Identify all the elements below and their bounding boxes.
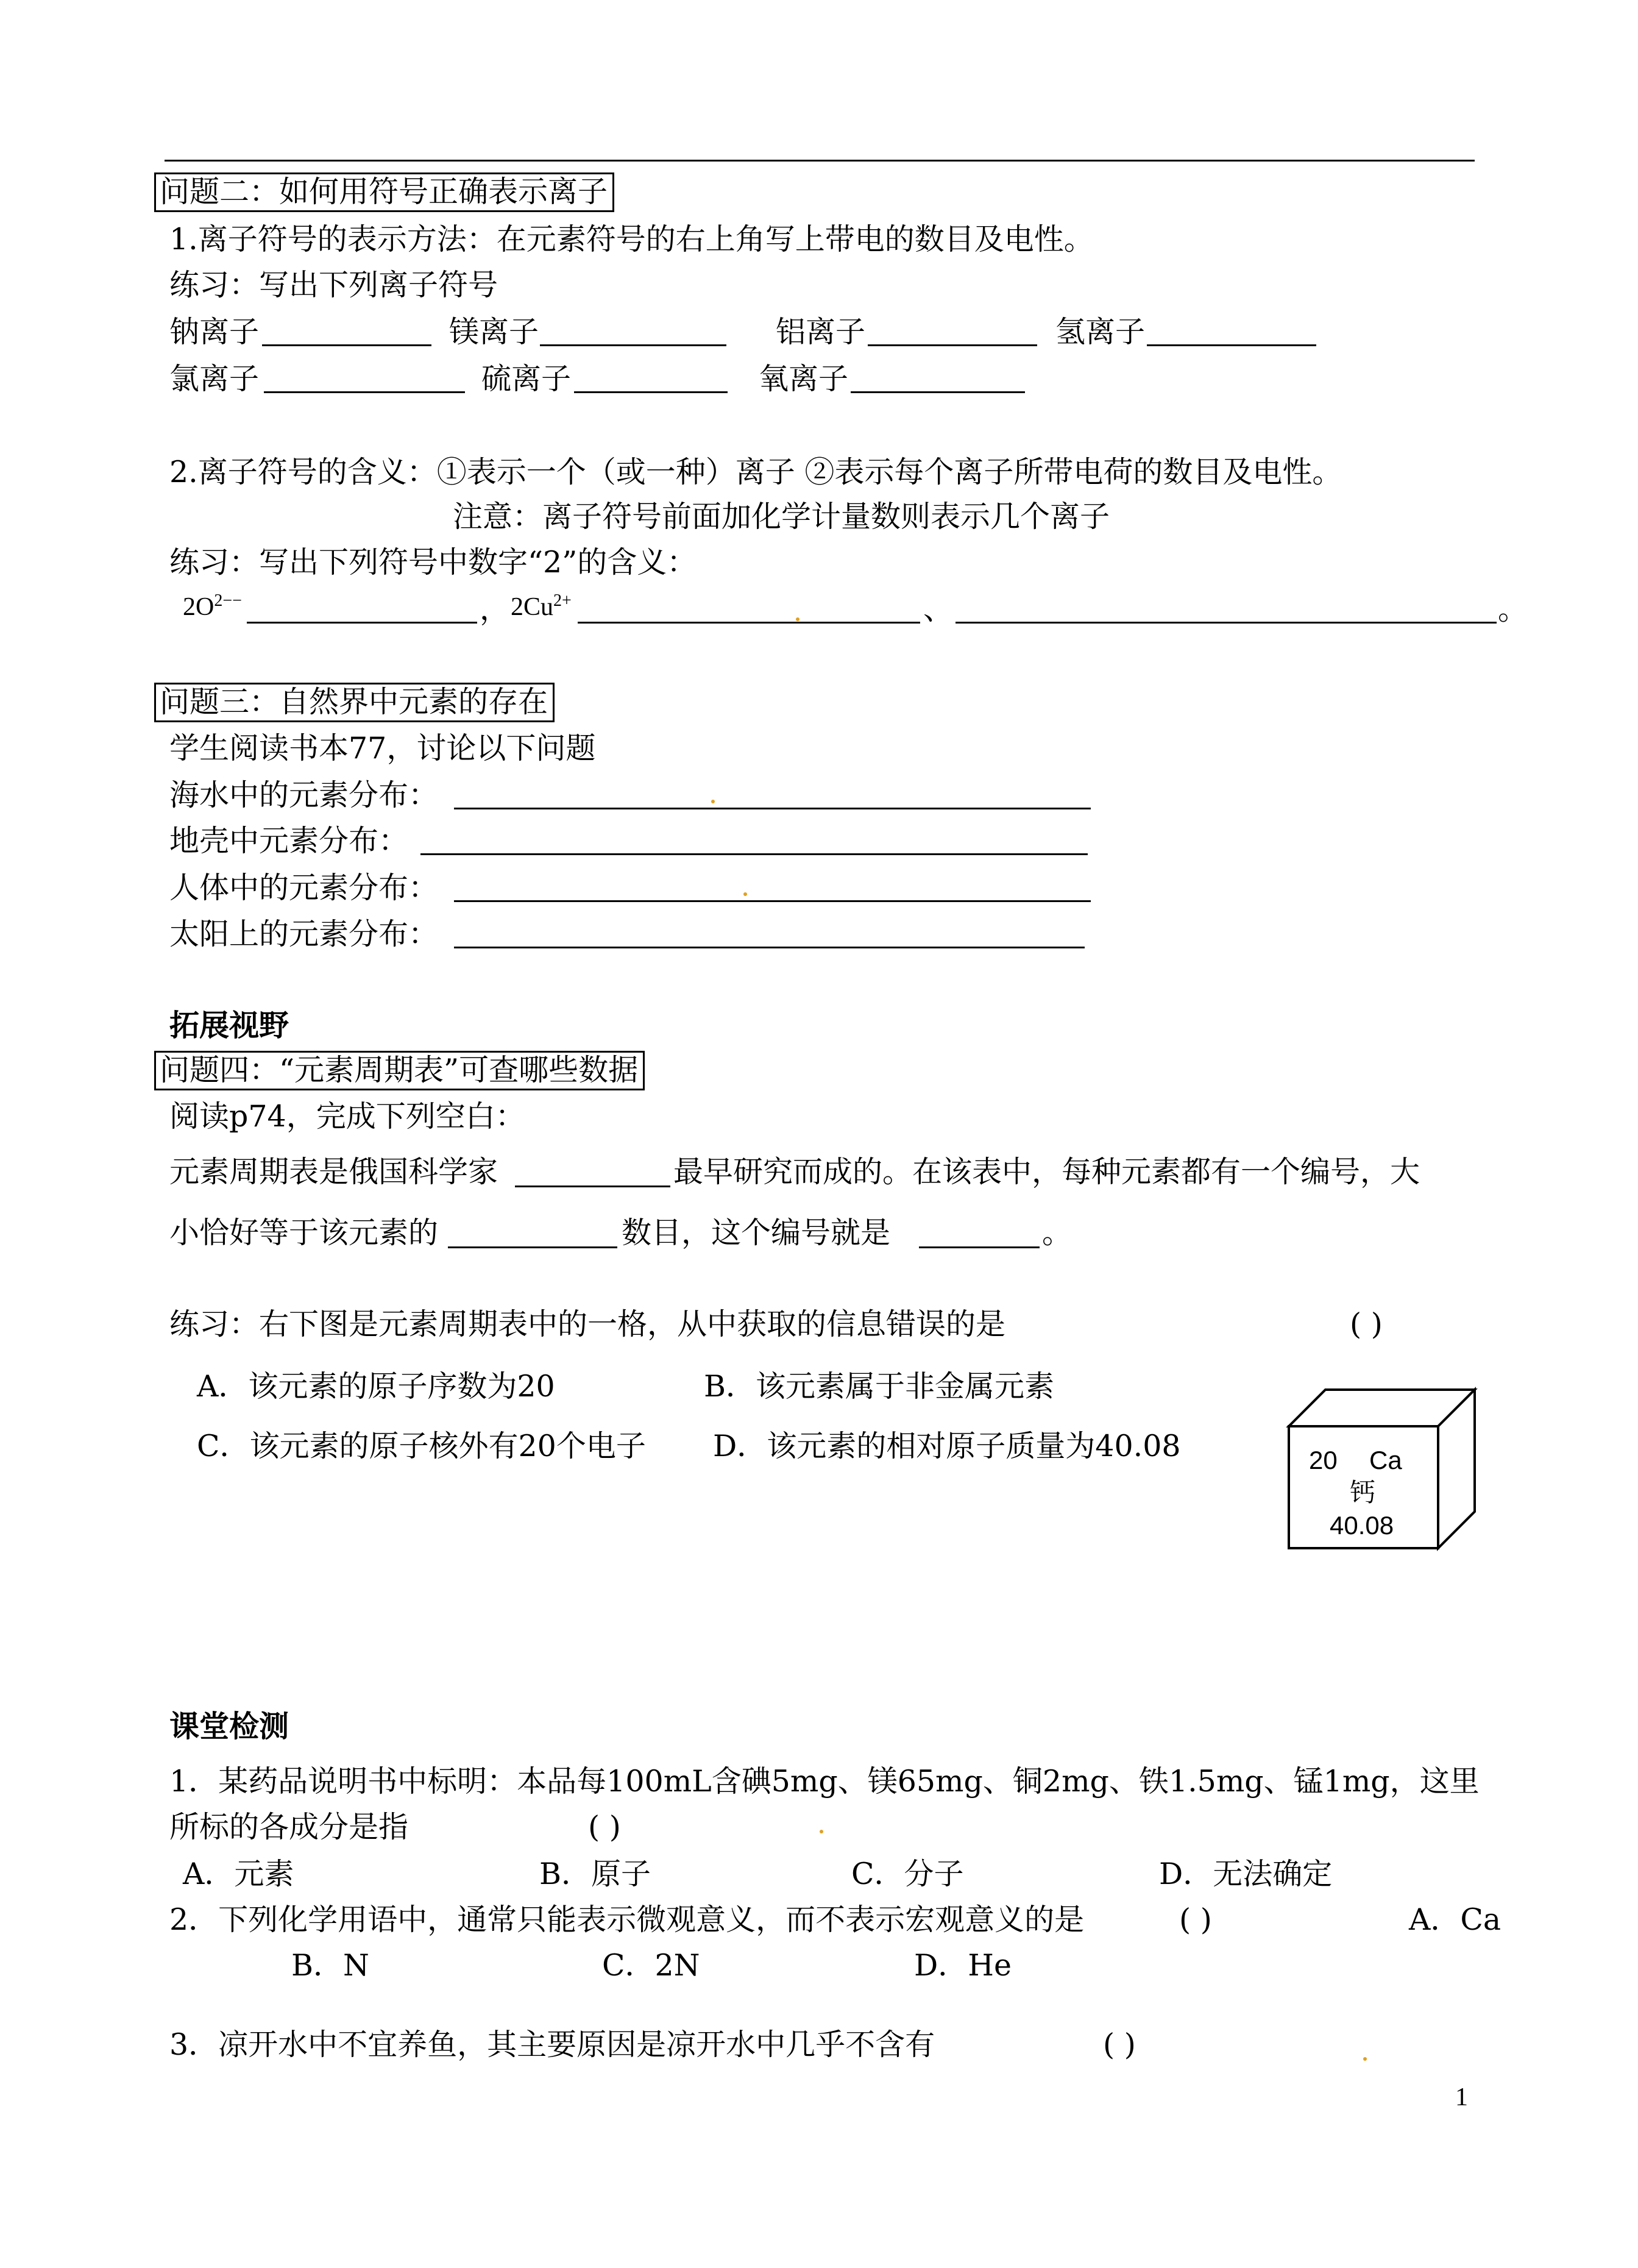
stray-dot xyxy=(743,892,747,896)
cell-atomic-number: 20 xyxy=(1309,1446,1338,1474)
check-q2-paren[interactable]: ( ) xyxy=(1179,1902,1212,1937)
section-heading-q2: 问题二：如何用符号正确表示离子 xyxy=(154,172,614,212)
check-q1-paren[interactable]: ( ) xyxy=(588,1810,621,1844)
distribution-human-label: 人体中的元素分布： xyxy=(169,870,439,905)
extension-title: 拓展视野 xyxy=(169,1008,289,1043)
answer-blank-number-name[interactable] xyxy=(919,1246,1040,1248)
check-q1-line2: 所标的各成分是指 xyxy=(169,1810,409,1844)
option-b: B．该元素属于非金属元素 xyxy=(704,1369,1055,1404)
header-rule xyxy=(165,160,1475,162)
symbol-2cu-base: 2Cu xyxy=(511,593,554,621)
ion-symbol-method: 1.离子符号的表示方法：在元素符号的右上角写上带电的数目及电性。 xyxy=(169,222,1094,257)
exercise-periodic-cell: 练习：右下图是元素周期表中的一格，从中获取的信息错误的是 xyxy=(169,1307,1006,1342)
periodic-table-sentence-2b: 数目，这个编号就是 xyxy=(622,1215,891,1250)
answer-blank-2cu-coefficient[interactable] xyxy=(578,622,920,624)
option-c: C．该元素的原子核外有20个电子 xyxy=(197,1429,646,1463)
cell-atomic-mass: 40.08 xyxy=(1330,1511,1394,1540)
cell-symbol: Ca xyxy=(1369,1446,1402,1474)
answer-blank-hydrogen[interactable] xyxy=(1147,344,1316,346)
section-heading-q3: 问题三：自然界中元素的存在 xyxy=(154,683,555,722)
check-q2-option-a: A．Ca xyxy=(1409,1902,1502,1937)
ion-label-sulfur: 硫离子 xyxy=(481,361,572,396)
answer-blank-sulfur[interactable] xyxy=(574,391,728,393)
ion-label-oxygen: 氧离子 xyxy=(759,361,849,396)
ion-label-sodium: 钠离子 xyxy=(169,315,260,349)
check-q1-option-c: C．分子 xyxy=(851,1857,964,1891)
cell-name: 钙 xyxy=(1350,1478,1376,1507)
answer-blank-oxygen[interactable] xyxy=(851,391,1025,393)
check-q1-option-a: A．元素 xyxy=(183,1857,294,1891)
answer-blank-aluminum[interactable] xyxy=(868,344,1037,346)
option-d: D．该元素的相对原子质量为40.08 xyxy=(713,1429,1181,1463)
answer-blank-scientist[interactable] xyxy=(515,1186,670,1187)
check-q2: 2．下列化学用语中，通常只能表示微观意义，而不表示宏观意义的是 xyxy=(169,1902,1085,1937)
q4-intro: 阅读p74，完成下列空白： xyxy=(169,1099,525,1134)
answer-blank-number-of[interactable] xyxy=(448,1246,617,1248)
answer-blank-sodium[interactable] xyxy=(262,344,431,346)
answer-blank-sun[interactable] xyxy=(454,947,1085,948)
answer-blank-seawater[interactable] xyxy=(454,808,1091,809)
page-number: 1 xyxy=(1455,2083,1468,2111)
stray-dot xyxy=(711,800,715,803)
stray-dot xyxy=(1363,2057,1367,2061)
check-q3: 3．凉开水中不宜养鱼，其主要原因是凉开水中几乎不含有 xyxy=(169,2027,935,2062)
q3-intro: 学生阅读书本77，讨论以下问题 xyxy=(169,731,596,766)
check-q2-option-c: C．2N xyxy=(602,1948,700,1983)
ion-label-hydrogen: 氢离子 xyxy=(1055,315,1146,349)
answer-blank-2o[interactable] xyxy=(247,622,477,624)
period: 。 xyxy=(1498,592,1528,627)
periodic-table-sentence-1b: 最早研究而成的。在该表中，每种元素都有一个编号，大 xyxy=(673,1154,1420,1189)
stray-dot xyxy=(820,1830,823,1833)
answer-blank-crust[interactable] xyxy=(420,853,1088,855)
check-q2-option-b: B．N xyxy=(291,1948,369,1983)
check-q3-paren[interactable]: ( ) xyxy=(1103,2027,1136,2062)
option-a: A．该元素的原子序数为20 xyxy=(197,1369,555,1404)
check-q1-line1: 1．某药品说明书中标明：本品每100mL含碘5mg、镁65mg、铜2mg、铁1.5mg、锰1mg，这里 xyxy=(169,1764,1480,1799)
separator: 、 xyxy=(923,592,954,627)
symbol-2cu xyxy=(511,591,572,621)
answer-blank-magnesium[interactable] xyxy=(540,344,726,346)
symbol-2o-charge: 2−− xyxy=(214,591,242,610)
check-q2-option-d: D．He xyxy=(914,1948,1012,1983)
ion-symbol-meaning: 2.离子符号的含义：①表示一个（或一种）离子 ②表示每个离子所带电荷的数目及电性。 xyxy=(169,455,1342,489)
class-check-title: 课堂检测 xyxy=(169,1708,289,1744)
comma: ， xyxy=(480,592,510,627)
answer-blank-human[interactable] xyxy=(454,900,1091,902)
distribution-crust-label: 地壳中元素分布： xyxy=(169,823,409,858)
symbol-2o-base: 2O xyxy=(183,593,214,621)
answer-blank-2cu-charge[interactable] xyxy=(956,622,1497,624)
answer-blank-chlorine[interactable] xyxy=(264,391,465,393)
periodic-table-sentence-2c: 。 xyxy=(1042,1215,1072,1250)
periodic-table-sentence-1a: 元素周期表是俄国科学家 xyxy=(169,1154,498,1189)
distribution-sun-label: 太阳上的元素分布： xyxy=(169,917,439,951)
ion-label-chlorine: 氯离子 xyxy=(169,361,260,396)
symbol-2cu-charge: 2+ xyxy=(553,591,572,610)
exercise-number-meaning: 练习：写出下列符号中数字“2”的含义： xyxy=(169,545,697,580)
exercise-write-ions: 练习：写出下列离子符号 xyxy=(169,268,498,302)
ion-label-aluminum: 铝离子 xyxy=(776,315,866,349)
ion-note: 注意：离子符号前面加化学计量数则表示几个离子 xyxy=(453,499,1110,534)
distribution-seawater-label: 海水中的元素分布： xyxy=(169,778,439,812)
symbol-2o xyxy=(183,591,242,621)
periodic-table-sentence-2a: 小恰好等于该元素的 xyxy=(169,1215,439,1250)
answer-paren[interactable]: ( ) xyxy=(1350,1307,1383,1342)
check-q1-option-b: B．原子 xyxy=(539,1857,651,1891)
ion-label-magnesium: 镁离子 xyxy=(449,315,539,349)
section-heading-q4: 问题四：“元素周期表”可查哪些数据 xyxy=(154,1051,645,1090)
stray-dot xyxy=(796,617,800,621)
check-q1-option-d: D．无法确定 xyxy=(1159,1857,1333,1891)
